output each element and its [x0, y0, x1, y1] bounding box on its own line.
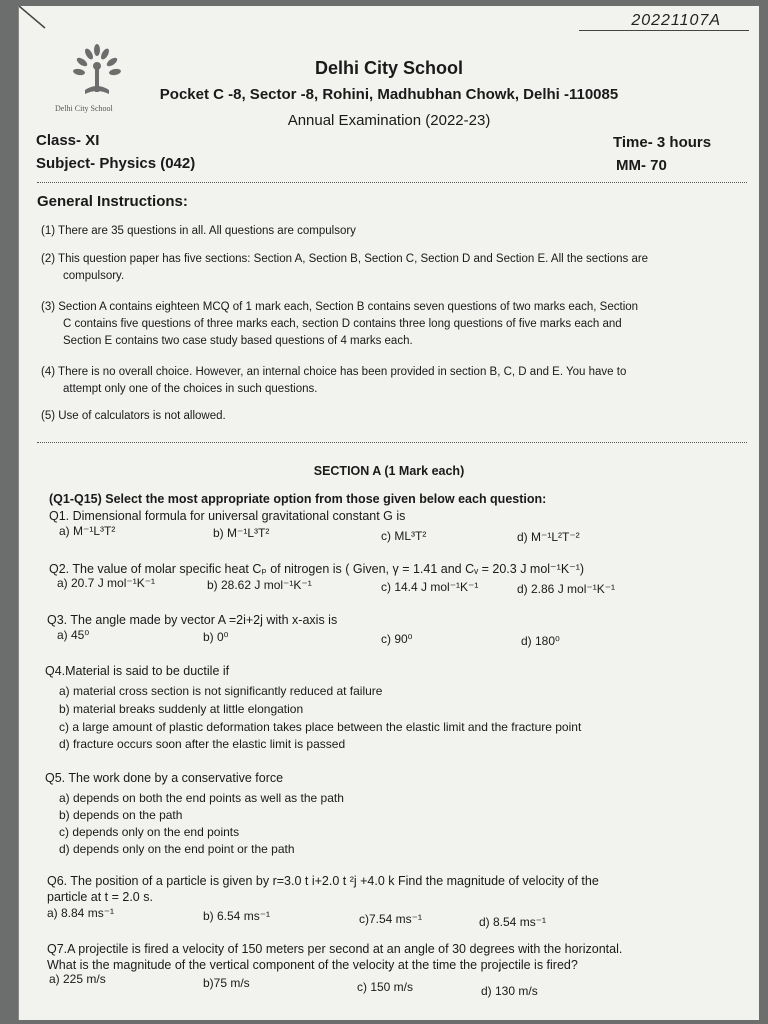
q2-option-d: d) 2.86 J mol⁻¹K⁻¹	[517, 582, 616, 596]
q5-option-b: b) depends on the path	[59, 808, 183, 822]
instruction-text: (2) This question paper has five sections: Section A, Section B, Section C, Section D and Section E. All the sections are	[41, 253, 649, 265]
handwritten-code: 20221107A	[631, 12, 721, 29]
instructions-divider	[37, 442, 747, 443]
instruction-text: compulsory.	[63, 270, 125, 282]
q3-option-b: b) 0⁰	[203, 630, 229, 644]
instruction-2	[41, 251, 751, 285]
instruction-text: C contains five questions of three marks each, section D contains three long questions of five marks each and	[63, 318, 622, 330]
q3-option-d: d) 180⁰	[521, 634, 560, 648]
q2-option-b: b) 28.62 J mol⁻¹K⁻¹	[207, 578, 312, 592]
header-divider	[37, 182, 747, 183]
q1-option-d: d) M⁻¹L²T⁻²	[517, 530, 580, 544]
q3-option-a: a) 45⁰	[57, 628, 90, 642]
q7-option-a: a) 225 m/s	[49, 972, 106, 986]
q1-option-a: a) M⁻¹L³T²	[59, 524, 116, 538]
exam-paper	[18, 6, 759, 1020]
q4-option-a: a) material cross section is not significantly reduced at failure	[59, 684, 383, 698]
q1-option-c: c) ML³T²	[381, 529, 427, 543]
q1-option-b: b) M⁻¹L³T²	[213, 526, 270, 540]
time-label: Time- 3 hours	[613, 134, 712, 151]
class-label: Class- XI	[36, 132, 100, 149]
q2-option-a: a) 20.7 J mol⁻¹K⁻¹	[57, 576, 156, 590]
question-6: Q6. The position of a particle is given by r=3.0 t i+2.0 t ²j +4.0 k Find the magnitude of velocity of the	[47, 874, 599, 888]
question-6-cont: particle at t = 2.0 s.	[47, 890, 153, 904]
instructions-title: General Instructions:	[37, 193, 188, 210]
q4-option-b: b) material breaks suddenly at little elongation	[59, 702, 304, 716]
q2-option-c: c) 14.4 J mol⁻¹K⁻¹	[381, 580, 479, 594]
question-3: Q3. The angle made by vector A =2i+2j with x-axis is	[47, 613, 338, 627]
section-a-title: SECTION A (1 Mark each)	[313, 464, 465, 478]
question-7-cont: What is the magnitude of the vertical component of the velocity at the time the projectile is fired?	[47, 958, 578, 972]
q6-option-a: a) 8.84 ms⁻¹	[47, 906, 115, 920]
q7-option-b: b)75 m/s	[203, 976, 250, 990]
q7-option-c: c) 150 m/s	[357, 980, 414, 994]
instruction-text: (4) There is no overall choice. However, an internal choice has been provided in section B, C, D and E. You have to	[41, 366, 627, 378]
school-address: Pocket C -8, Sector -8, Rohini, Madhubhan Chowk, Delhi -110085	[159, 86, 619, 103]
instruction-1	[41, 223, 751, 240]
question-5: Q5. The work done by a conservative force	[45, 771, 284, 785]
question-2: Q2. The value of molar specific heat Cₚ of nitrogen is ( Given, γ = 1.41 and Cᵥ = 20.3 J mol⁻¹K⁻¹)	[49, 562, 585, 576]
question-1: Q1. Dimensional formula for universal gravitational constant G is	[49, 509, 406, 523]
instruction-text: (1) There are 35 questions in all. All questions are compulsory	[41, 225, 356, 237]
q5-option-a: a) depends on both the end points as well as the path	[59, 791, 344, 805]
q6-option-d: d) 8.54 ms⁻¹	[479, 915, 547, 929]
stamp-underline	[579, 30, 749, 31]
instruction-4	[41, 364, 751, 398]
instruction-3	[41, 299, 751, 350]
q4-option-d: d) fracture occurs soon after the elastic limit is passed	[59, 737, 346, 751]
instruction-text: attempt only one of the choices in such questions.	[63, 383, 318, 395]
question-4: Q4.Material is said to be ductile if	[45, 664, 230, 678]
q3-option-c: c) 90⁰	[381, 632, 413, 646]
max-marks-label: MM- 70	[616, 157, 667, 174]
instruction-text: Section E contains two case study based questions of 4 marks each.	[63, 335, 413, 347]
paper-corner-fold	[19, 6, 47, 34]
section-a-directive: (Q1-Q15) Select the most appropriate option from those given below each question:	[49, 492, 547, 506]
instruction-5	[41, 408, 751, 425]
subject-label: Subject- Physics (042)	[36, 155, 196, 172]
q4-option-c: c) a large amount of plastic deformation takes place between the elastic limit and the fracture point	[59, 720, 582, 734]
exam-title: Annual Examination (2022-23)	[287, 112, 491, 129]
q6-option-c: c)7.54 ms⁻¹	[359, 912, 423, 926]
question-7: Q7.A projectile is fired a velocity of 150 meters per second at an angle of 30 degrees with the horizontal.	[47, 942, 623, 956]
q5-option-c: c) depends only on the end points	[59, 825, 240, 839]
q7-option-d: d) 130 m/s	[481, 984, 538, 998]
q6-option-b: b) 6.54 ms⁻¹	[203, 909, 271, 923]
instruction-text: (3) Section A contains eighteen MCQ of 1 mark each, Section B contains seven questions of two marks each, Section	[41, 301, 639, 313]
school-name: Delhi City School	[314, 58, 464, 78]
q5-option-d: d) depends only on the end point or the path	[59, 842, 295, 856]
instruction-text: (5) Use of calculators is not allowed.	[41, 410, 226, 422]
logo-caption: Delhi City School	[55, 104, 113, 113]
